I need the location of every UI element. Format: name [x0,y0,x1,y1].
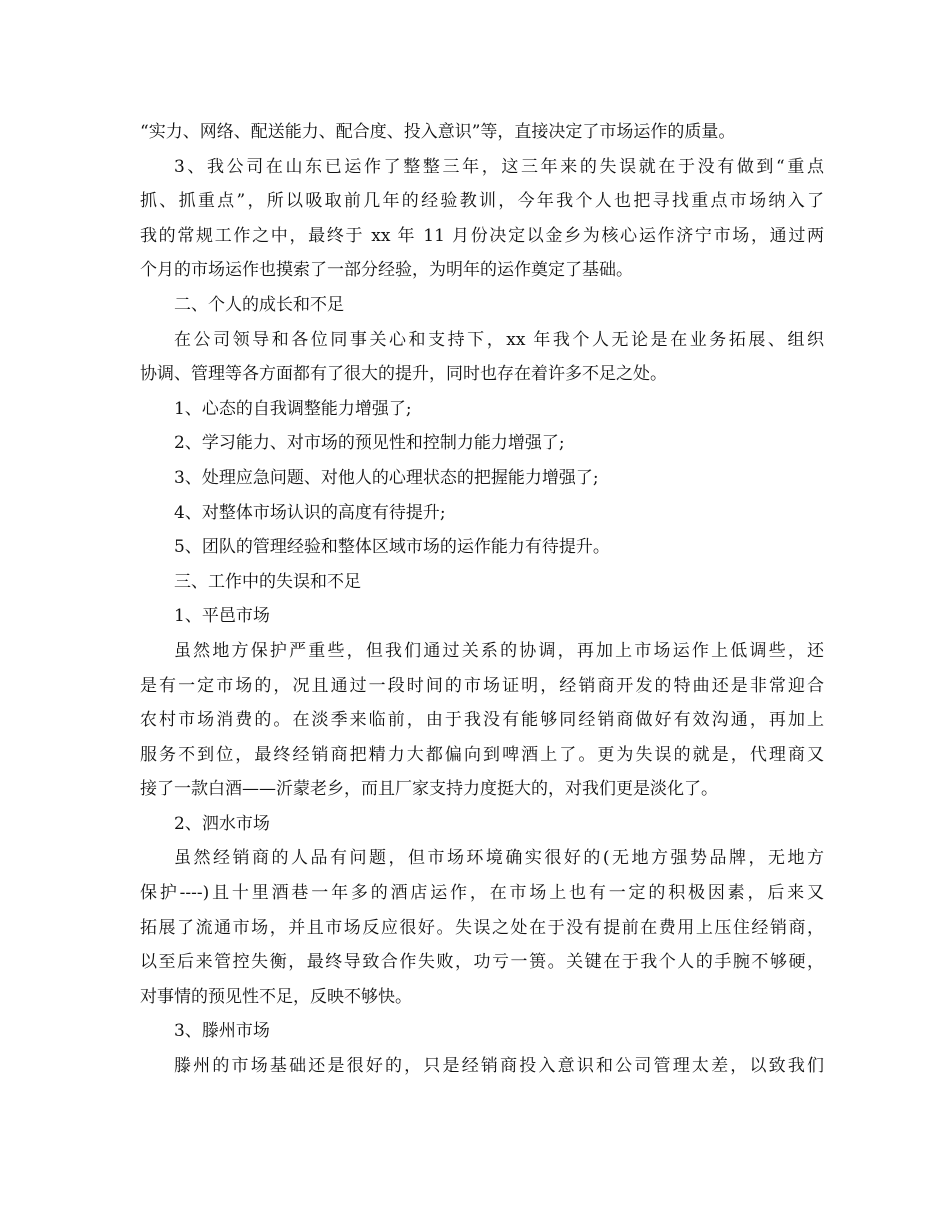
paragraph-line: 个月的市场运作也摸索了一部分经验，为明年的运作奠定了基础。 [140,260,633,281]
subsection-heading: 3、滕州市场 [174,1021,270,1042]
section-heading: 二、个人的成长和不足 [174,294,344,315]
list-item: 3、处理应急问题、对他人的心理状态的把握能力增强了; [174,467,599,488]
paragraph-line: 服务不到位，最终经销商把精力大都偏向到啤酒上了。更为失误的就是，代理商又 [140,744,824,765]
subsection-heading: 2、泗水市场 [174,813,270,834]
paragraph-line: 我的常规工作之中，最终于 xx 年 11 月份决定以金乡为核心运作济宁市场，通过两 [140,225,824,246]
list-item: 4、对整体市场认识的高度有待提升; [174,502,446,523]
section-heading: 三、工作中的失误和不足 [174,571,361,592]
paragraph-line: 在公司领导和各位同事关心和支持下，xx 年我个人无论是在业务拓展、组织 [174,329,824,350]
paragraph-line: 滕州的市场基础还是很好的，只是经销商投入意识和公司管理太差，以致我们 [174,1056,824,1077]
list-item: 5、团队的管理经验和整体区域市场的运作能力有待提升。 [174,537,610,558]
paragraph-line: 以至后来管控失衡，最终导致合作失败，功亏一篑。关键在于我个人的手腕不够硬， [140,952,824,973]
list-item: 1、心态的自我调整能力增强了; [174,398,412,419]
paragraph-line: 拓展了流通市场，并且市场反应很好。失误之处在于没有提前在费用上压住经销商， [140,917,824,938]
paragraph-line: 保护----)且十里酒巷一年多的酒店运作，在市场上也有一定的积极因素，后来又 [140,883,824,904]
paragraph-line: 是有一定市场的，况且通过一段时间的市场证明，经销商开发的特曲还是非常迎合 [140,675,824,696]
subsection-heading: 1、平邑市场 [174,606,270,627]
paragraph-line: “实力、网络、配送能力、配合度、投入意识”等，直接决定了市场运作的质量。 [140,122,736,142]
paragraph-line: 虽然经销商的人品有问题，但市场环境确实很好的(无地方强势品牌，无地方 [174,848,824,869]
document-body [140,115,824,1084]
list-item: 2、学习能力、对市场的预见性和控制力能力增强了; [174,433,565,454]
paragraph-line: 协调、管理等各方面都有了很大的提升，同时也存在着许多不足之处。 [140,364,667,385]
paragraph-line: 虽然地方保护严重些，但我们通过关系的协调，再加上市场运作上低调些，还 [174,640,824,661]
paragraph-line: 抓、抓重点”，所以吸取前几年的经验教训，今年我个人也把寻找重点市场纳入了 [140,191,824,212]
paragraph-line: 接了一款白酒——沂蒙老乡，而且厂家支持力度挺大的，对我们更是淡化了。 [140,779,718,800]
paragraph-line: 3、我公司在山东已运作了整整三年，这三年来的失误就在于没有做到“重点 [174,156,824,177]
paragraph-line: 农村市场消费的。在淡季来临前，由于我没有能够同经销商做好有效沟通，再加上 [140,710,824,731]
paragraph-line: 对事情的预见性不足，反映不够快。 [140,986,412,1007]
